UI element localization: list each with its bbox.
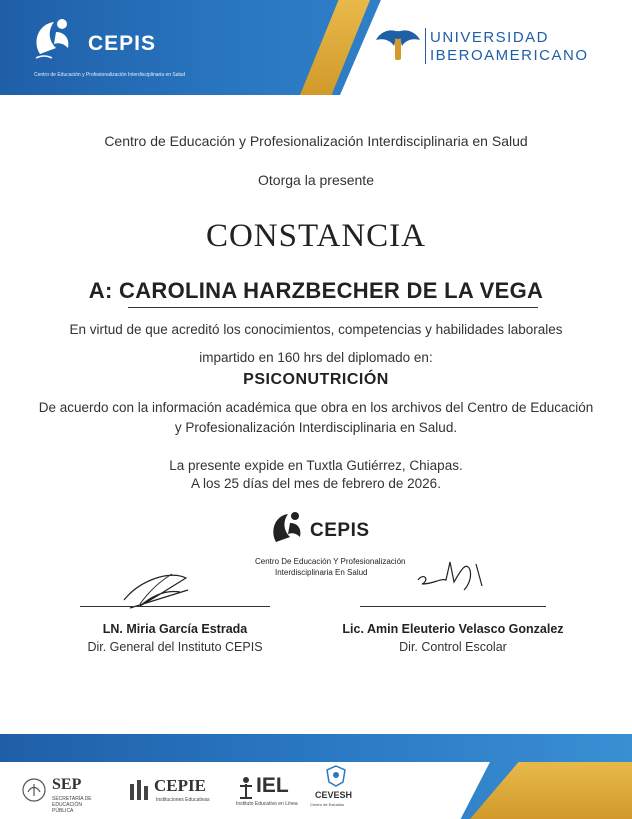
cepis-stamp-icon — [268, 508, 308, 550]
recipient-underline — [128, 307, 538, 308]
recipient-name: A: CAROLINA HARZBECHER DE LA VEGA — [88, 278, 544, 303]
issue-place: La presente expide en Tuxtla Gutiérrez, Chiapas. — [169, 458, 463, 473]
signer-left-name: LN. Miria García Estrada — [102, 622, 248, 636]
body-line-1: En virtud de que acreditó los conocimientos, competencias y habilidades laborales — [69, 322, 563, 337]
university-divider — [425, 28, 426, 64]
grant-text: Otorga la presente — [258, 172, 374, 188]
university-name-line2: IBEROAMERICANO — [430, 47, 589, 64]
cepie-logo-subtitle: Instituciones Educativas — [156, 797, 210, 803]
stamp-line-2: Interdisciplinaria En Salud — [275, 568, 368, 577]
signature-line-left — [80, 606, 270, 607]
signer-right-role: Dir. Control Escolar — [399, 640, 507, 654]
body-line-3: De acuerdo con la información académica que obra en los archivos del Centro de Educación — [38, 400, 594, 415]
sep-seal-icon — [22, 776, 46, 804]
body-line-2: impartido en 160 hrs del diplomado en: — [199, 350, 433, 365]
program-name: PSICONUTRICIÓN — [243, 371, 389, 388]
iel-logo-icon — [236, 774, 256, 800]
stamp-logo-text: CEPIS — [310, 520, 370, 541]
cepie-logo-text: CEPIE — [154, 776, 206, 795]
cepis-logo-text: CEPIS — [88, 32, 157, 55]
iel-logo-text: IEL — [256, 774, 289, 797]
certificate-title: CONSTANCIA — [205, 218, 427, 254]
body-line-4: y Profesionalización Interdisciplinaria en Salud. — [174, 420, 458, 435]
signature-line-right — [360, 606, 546, 607]
signature-right — [410, 550, 500, 600]
eagle-logo-icon — [374, 26, 422, 64]
institution-name: Centro de Educación y Profesionalización Interdisciplinaria en Salud — [104, 133, 528, 149]
sep-logo-subtitle: SECRETARÍA DE EDUCACIÓN PÚBLICA — [52, 796, 92, 814]
stamp-line-1: Centro De Educación Y Profesionalización — [255, 557, 406, 566]
cevesh-logo-subtitle: Centro de Estudios — [310, 802, 345, 807]
university-name-line1: UNIVERSIDAD — [430, 29, 550, 46]
cepis-logo-icon — [30, 14, 82, 64]
cepis-logo-subtitle: Centro de Educación y Profesionalización Interdisciplinaria en Salud — [34, 72, 186, 78]
signer-left-role: Dir. General del Instituto CEPIS — [87, 640, 263, 654]
cevesh-shield-icon — [325, 764, 347, 788]
sep-logo-text: SEP — [52, 776, 82, 793]
signer-right-name: Lic. Amin Eleuterio Velasco Gonzalez — [342, 622, 564, 636]
cepie-logo-icon — [128, 776, 150, 802]
issue-date: A los 25 días del mes de febrero de 2026. — [191, 476, 441, 491]
cevesh-logo-text: CEVESH — [315, 790, 353, 800]
iel-logo-subtitle: Instituto Educativo en Línea — [236, 801, 298, 807]
